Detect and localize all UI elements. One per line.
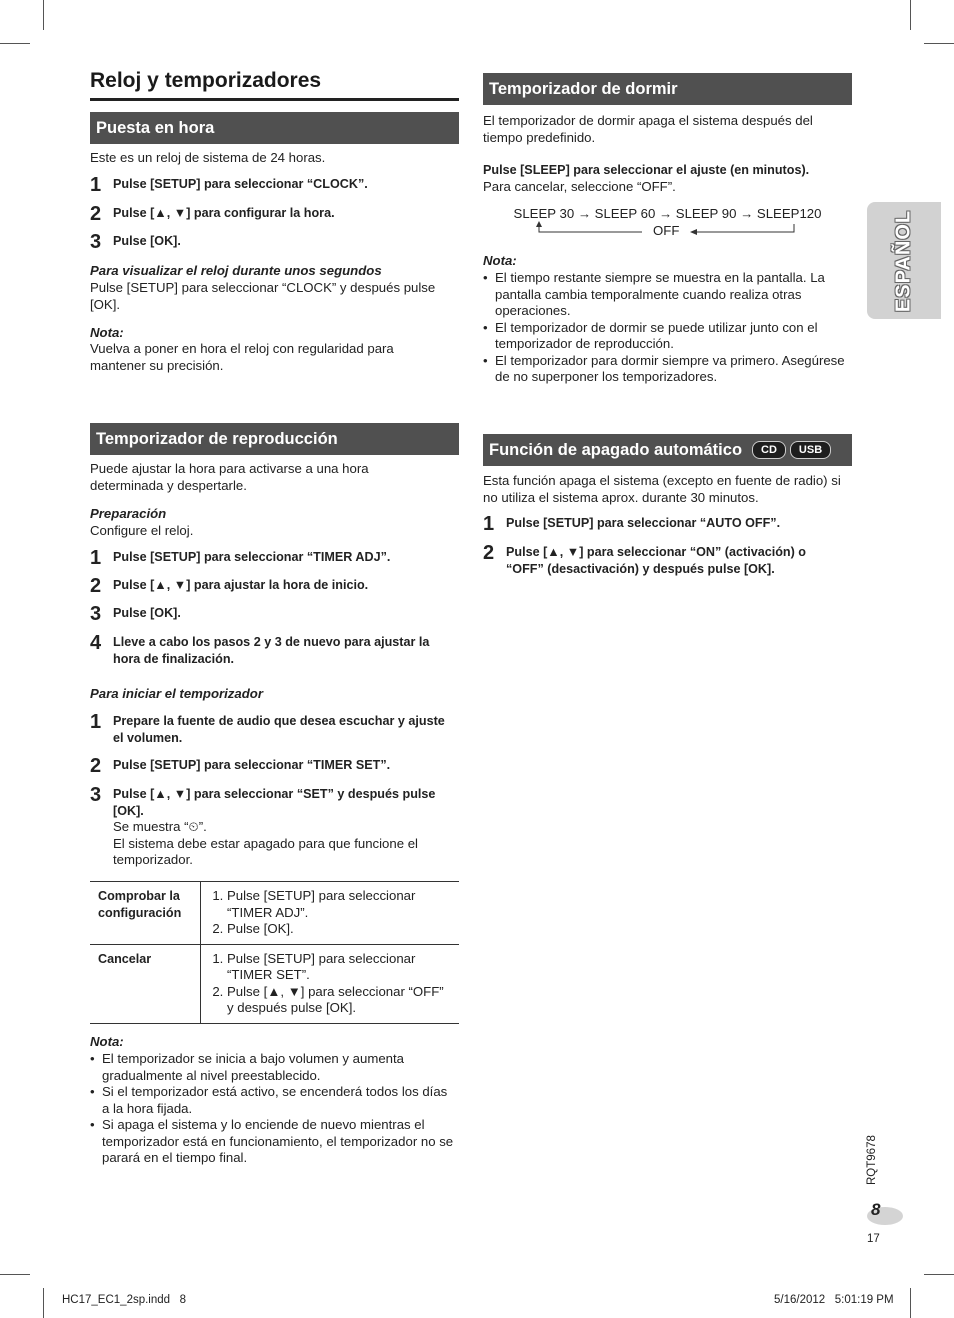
page-title: Reloj y temporizadores xyxy=(90,69,322,92)
puesta-step-1: 1 Pulse [SETUP] para seleccionar “CLOCK”. xyxy=(90,174,368,196)
table-row xyxy=(90,944,459,1023)
puesta-step-3: 3 Pulse [OK]. xyxy=(90,231,181,253)
list-item: • El temporizador se inicia a bajo volumen y aumenta gradualmente al nivel preestablecido. xyxy=(90,1051,455,1084)
section-header-reproduccion: Temporizador de reproducción xyxy=(90,423,459,455)
crop-mark xyxy=(0,43,30,44)
title-rule xyxy=(90,98,459,101)
start-step-1: 1 Prepare la fuente de audio que desea escuchar y ajuste el volumen. xyxy=(90,711,445,745)
crop-mark xyxy=(43,1288,44,1318)
page-number: 8 xyxy=(871,1200,881,1219)
puesta-step-2: 2 Pulse [▲, ▼] para configurar la hora. xyxy=(90,203,335,225)
section-header-puesta: Puesta en hora xyxy=(90,112,459,144)
list-item: • El tiempo restante siempre se muestra en la pantalla. La pantalla cambia temporalmente cuando realiza otras operaciones. xyxy=(483,270,848,320)
table-cell xyxy=(201,944,460,1023)
crop-mark xyxy=(910,1288,911,1318)
table-label: Cancelar xyxy=(90,944,201,1023)
apagado-step-2: 2 Pulse [▲, ▼] para seleccionar “ON” (activación) o “OFF” (desactivación) y después pulse [OK]. xyxy=(483,542,806,576)
crop-mark xyxy=(910,0,911,30)
start-step-3-sub2: El sistema debe estar apagado para que funcione el temporizador. xyxy=(113,835,418,867)
table-row xyxy=(90,882,459,945)
table-item: 2. Pulse [▲, ▼] para seleccionar “OFF” y después pulse [OK]. xyxy=(227,984,451,1017)
reproduccion-step-4: 4 Lleve a cabo los pasos 2 y 3 de nuevo para ajustar la hora de finalización. xyxy=(90,632,430,666)
start-step-3: 3 Pulse [▲, ▼] para seleccionar “SET” y después pulse [OK]. Se muestra “⏲”. El sistema debe estar apagado para que funcione el temporizador. xyxy=(90,786,460,869)
puesta-intro: Este es un reloj de sistema de 24 horas. xyxy=(90,150,326,165)
reproduccion-step-1: 1 Pulse [SETUP] para seleccionar “TIMER ADJ”. xyxy=(90,547,391,569)
table-item: 1. Pulse [SETUP] para seleccionar “TIMER SET”. xyxy=(227,951,451,984)
section-header-dormir: Temporizador de dormir xyxy=(483,73,852,105)
table-item: 1. Pulse [SETUP] para seleccionar “TIMER ADJ”. xyxy=(227,888,451,921)
puesta-subtitle: Para visualizar el reloj durante unos segundos xyxy=(90,263,382,278)
puesta-note-text: Vuelva a poner en hora el reloj con regularidad para mantener su precisión. xyxy=(90,341,394,373)
list-item: • El temporizador de dormir se puede utilizar junto con el temporizador de reproducción. xyxy=(483,320,848,353)
list-item: • Si apaga el sistema y lo enciende de nuevo mientras el temporizador está en funcionamiento, el temporizador no se parará en el tiempo final. xyxy=(90,1117,455,1167)
crop-mark xyxy=(0,1274,30,1275)
doc-code: RQT9678 xyxy=(866,1135,878,1185)
sleep-sequence: SLEEP 30 → SLEEP 60 → SLEEP 90 → SLEEP120 xyxy=(513,206,822,221)
start-step-3-text: Pulse [▲, ▼] para seleccionar “SET” y después pulse [OK]. xyxy=(113,787,436,818)
apagado-header-text: Función de apagado automático xyxy=(489,440,743,459)
list-item: • El temporizador para dormir siempre va primero. Asegúrese de no superponer los temporizadores. xyxy=(483,353,848,386)
apagado-intro: Esta función apaga el sistema (excepto en fuente de radio) si no utiliza el sistema aprox. durante 30 minutos. xyxy=(483,473,841,505)
reproduccion-intro: Puede ajustar la hora para activarse a una hora determinada y despertarle. xyxy=(90,461,369,493)
sleep-off: OFF xyxy=(653,223,680,238)
puesta-subtext: Pulse [SETUP] para seleccionar “CLOCK” y después pulse [OK]. xyxy=(90,280,436,312)
language-tab xyxy=(867,202,941,319)
reproduccion-step-2: 2 Pulse [▲, ▼] para ajustar la hora de inicio. xyxy=(90,575,369,597)
table-item: 2. Pulse [OK]. xyxy=(227,921,451,938)
prep-title: Preparación xyxy=(90,506,167,521)
dormir-intro: El temporizador de dormir apaga el sistema después del tiempo predefinido. xyxy=(483,113,813,145)
usb-badge: USB xyxy=(790,441,831,459)
dormir-instr-text: Para cancelar, seleccione “OFF”. xyxy=(483,179,676,194)
table-cell xyxy=(201,882,460,945)
reproduccion-notes xyxy=(90,1051,455,1167)
cd-badge: CD xyxy=(752,441,786,459)
prep-text: Configure el reloj. xyxy=(90,523,194,538)
start-step-2: 2 Pulse [SETUP] para seleccionar “TIMER SET”. xyxy=(90,755,391,777)
footer-right: 5/16/2012 5:01:19 PM xyxy=(774,1294,894,1306)
footer-left: HC17_EC1_2sp.indd 8 xyxy=(62,1294,187,1306)
apagado-step-1: 1 Pulse [SETUP] para seleccionar “AUTO OFF”. xyxy=(483,513,781,535)
language-tab-label: ESPAÑOL xyxy=(892,209,915,312)
reproduccion-step-3: 3 Pulse [OK]. xyxy=(90,603,181,625)
dormir-note-title: Nota: xyxy=(483,253,517,268)
crop-mark xyxy=(924,1274,954,1275)
section-header-apagado xyxy=(483,434,852,466)
table-label: Comprobar la configuración xyxy=(90,882,201,945)
crop-mark xyxy=(43,0,44,30)
page-small-number: 17 xyxy=(867,1233,880,1245)
timer-table xyxy=(90,881,459,1024)
dormir-instr-bold: Pulse [SLEEP] para seleccionar el ajuste (en minutos). xyxy=(483,163,810,177)
list-item: • Si el temporizador está activo, se encenderá todos los días a la hora fijada. xyxy=(90,1084,455,1117)
reproduccion-note-title: Nota: xyxy=(90,1034,124,1049)
start-step-3-sub1: Se muestra “⏲”. xyxy=(113,819,207,834)
start-title: Para iniciar el temporizador xyxy=(90,686,263,701)
dormir-notes xyxy=(483,270,848,386)
crop-mark xyxy=(924,43,954,44)
puesta-note-title: Nota: xyxy=(90,325,124,340)
